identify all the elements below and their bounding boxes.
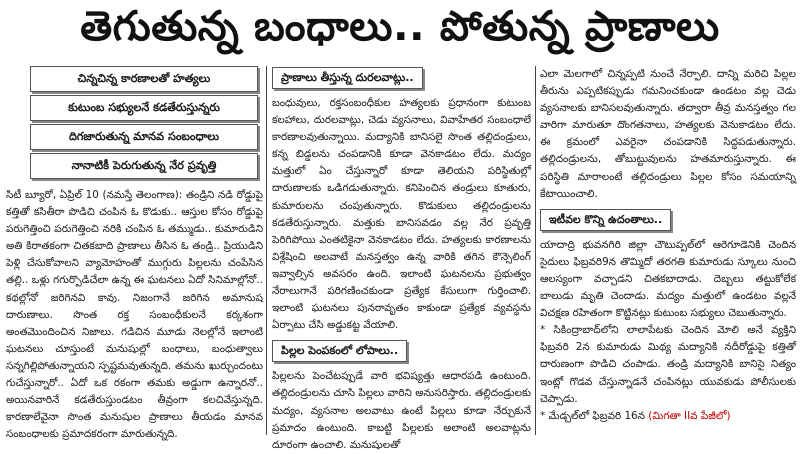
highlight-box: కుటుంబ సభ్యులనే కడతేరుస్తున్నరు	[30, 95, 258, 121]
article-body: సిటీ బ్యూరో, ఏప్రిల్ 10 (నమస్తే తెలంగాణ): తండ్రిని నడి రోడ్డుపై కత్తితో కసితీరా పొడిచి చంపిన ఓ కొడుకు.. ఆస్తుల కోసం రోడ్డుపై పరుగెత్తించి పరుగెత్తించి నరికి చంపిన ఓ తమ్ముడు.. కుమారుడిని అతి కిరాతకంగా చితకబాది ప్రాణాలు తీసిన ఓ తండ్రి.. ప్రియుడిని పెళ్లి చేసుకోవాలని వ్యామోహంతో ముగ్గురు పిల్లలను చంపేసిన తల్లి.. ఒళ్లు గగుర్పొడిచేలా ఉన్న ఈ ఘటనలు ఏదో సినిమాల్లోనో.. కథల్లోనో జరిగినవి కావు. నిజంగానే జరిగిన అమానుష దారుణాలు. సొంత రక్త సంబంధీకులనే కర్కశంగా అంతమొందించిన నిజాలు. గడిచిన మూడు నెలల్లోనే ఇలాంటి ఘటనలు చూస్తుంటే మనుషుల్లో బంధాలు, బంధుత్వాలు సన్నగిల్లిపోతున్నాయని స్పష్టమవుతున్నది. తమను ఖుర్చుందంటు గుచేస్తున్నారో.. ఏదో ఒక రకంగా తమకు అడ్డుగా ఉన్నారనో.. అయినవారినే కడతేరుస్తుండటం తీవ్రంగా కలచివేస్తున్నది. కారణాలేవైనా సొంత మనుషుల ప్రాణాలు తీయడం మానవ సంబంధాలకు ప్రమాదకరంగా మారుతున్నది.	[6, 189, 263, 441]
highlight-box: నానాటికీ పెరుగుతున్న నేర ప్రవృత్తి	[30, 153, 258, 179]
column-1	[6, 66, 263, 441]
article-body: బంధువులు, రక్తసంబంధీకుల హత్యలకు ప్రధానంగా కుటుంబ కలహాలు, దురలవాట్లు, చెడు వ్యసనాలు, వివాహేతర సంబంధాలే కారణాలవుతున్నాయి. మద్యానికి బానిసలై సొంత తల్లిదండ్రులు, కన్న బిడ్డలను చంపడానికి కూడా వెనకాడటం లేదు. మద్యం మత్తులో ఏం చేస్తున్నారో కూడా తెలియని పరిస్థితుల్లో దారుణాలకు ఒడిగడుతున్నారు. కనిపెంచిన తండ్రులు కూతురు, కుమారులను చంపుతున్నారు. కొడుకులు తల్లిదండ్రులను కడతేరుస్తున్నారు. మత్తుకు బానిసవడం వల్ల నేర ప్రవృత్తి పెరిగిపోయి ఎంతటికైనా వెనకాడటం లేదు. హత్యలకు కారణాలను విశ్లేషించి అలవాటే మనస్తత్వం ఉన్న వారికి తగిన కౌన్సెలింగ్ ఇవ్వాల్సిన అవసరం ఉంది. ఇలాంటి ఘటనలను ప్రభుత్వం నేరాలుగానే పరిగణించకుండా ప్రత్యేక కేసులుగా గుర్తించాలి. ఇలాంటి ఘటనలు పునరావృతం కాకుండా ప్రత్యేక వ్యవస్థను ఏర్పాటు చేసి అడ్డుకట్ట వేయాలి.	[272, 97, 531, 332]
column-divider	[535, 66, 536, 435]
subheading: ప్రాణాలు తీస్తున్న దురలవాట్లు..	[272, 67, 423, 89]
headline: తెగుతున్న బంధాలు.. పోతున్న ప్రాణాలు	[80, 2, 720, 50]
highlight-box: చిన్నచిన్న కారణాలతో హత్యలు	[30, 66, 258, 92]
article-text: * మేడ్చల్‌లో ఫిబ్రవరి 16న	[540, 409, 645, 422]
article-body: యాదాద్రి భువనగిరి జిల్లా చౌటుప్పల్‌లో ఆరెగూడెనికి చెందిన సైదులు ఫిబ్రవరి9న తొమ్మిదో తరగతి కుమారుడు స్కూలు నుంచి ఆలస్యంగా వచ్చాడని చితకబాదాడు. దెబ్బలు తట్టుకోలేక బాలుడు మృతి చెందాడు. మద్యం మత్తులో ఉండటం వల్లనే విచక్షణ రహితంగా కొట్టినట్లు కుటుంబ సభ్యులు చెబుతున్నారు.	[540, 238, 796, 320]
subheading: ఇటీవల కొన్ని ఉదంతాలు..	[540, 209, 671, 231]
article-body: ఎలా మెలగాలో చిన్నప్పటి నుంచే నేర్పాలి. దాన్ని మరిచి పిల్లల తీరును ఎప్పటికప్పుడు గమనించకుండా ఉండటం వల్ల చెడు వ్యసనాలకు బానిసలవుతున్నారు. తద్వారా తీవ్ర మనస్తత్వం గల వారిగా మారుతూ దొంగతనాలు, హత్యలకు వెనుకాడటం లేదు. ఈ క్రమంలో ఎవరైనా చంపడానికి సిద్ధపడుతున్నారు. తల్లిదండ్రులను, తోబుట్టువులను హతమారుస్తున్నారు. ఈ పరిస్థితి మారాలంటే తల్లిదండ్రులు పిల్లల కోసం సమయాన్ని కేటాయించాలి.	[540, 68, 796, 200]
article-body-last	[540, 408, 796, 425]
column-3	[540, 66, 796, 435]
article-body: పిల్లలను పెంచేటప్పుడే వారి భవిష్యత్తు ఆధారపడి ఉంటుంది. తల్లిదండ్రులను చూసి పిల్లలు వారిని అనుసరిస్తారు. తల్లిదండ్రులకు మద్యం, వ్యసనాల అలవాటు ఉంటే పిల్లలు కూడా నేర్చుకునే ప్రమాదం ఉంటుంది. కాబట్టి పిల్లలకు అలాంటి అలవాట్లను దూరంగా ఉంచాలి. మనుషులతో	[272, 370, 531, 451]
continued-link[interactable]: (మిగతా IIవ పేజీలో)	[648, 409, 731, 422]
article-body: * సికింద్రాబాద్‌లోని లాలాపేటకు చెందిన మోలి అనే వ్యక్తిని ఫిబ్రవరి 2న కుమారుడు మిథ్య మద్యానికి నదీరోడ్డుపై కత్తితో దారుణంగా పొడిచి చంపాడు. తండ్రి మద్యానికి బానిసై నిత్యం ఇంట్లో గొడవ చేస్తున్నాడనే చంపినట్లు యువకుడు పోలీసులకు చెప్పాడు.	[540, 324, 796, 405]
column-divider	[266, 66, 267, 435]
column-2	[272, 66, 531, 451]
subheading: పిల్లల పెంపకంలో లోపాలు..	[272, 340, 407, 362]
highlight-box: దిగజారుతున్న మానవ సంబంధాలు	[30, 124, 258, 150]
